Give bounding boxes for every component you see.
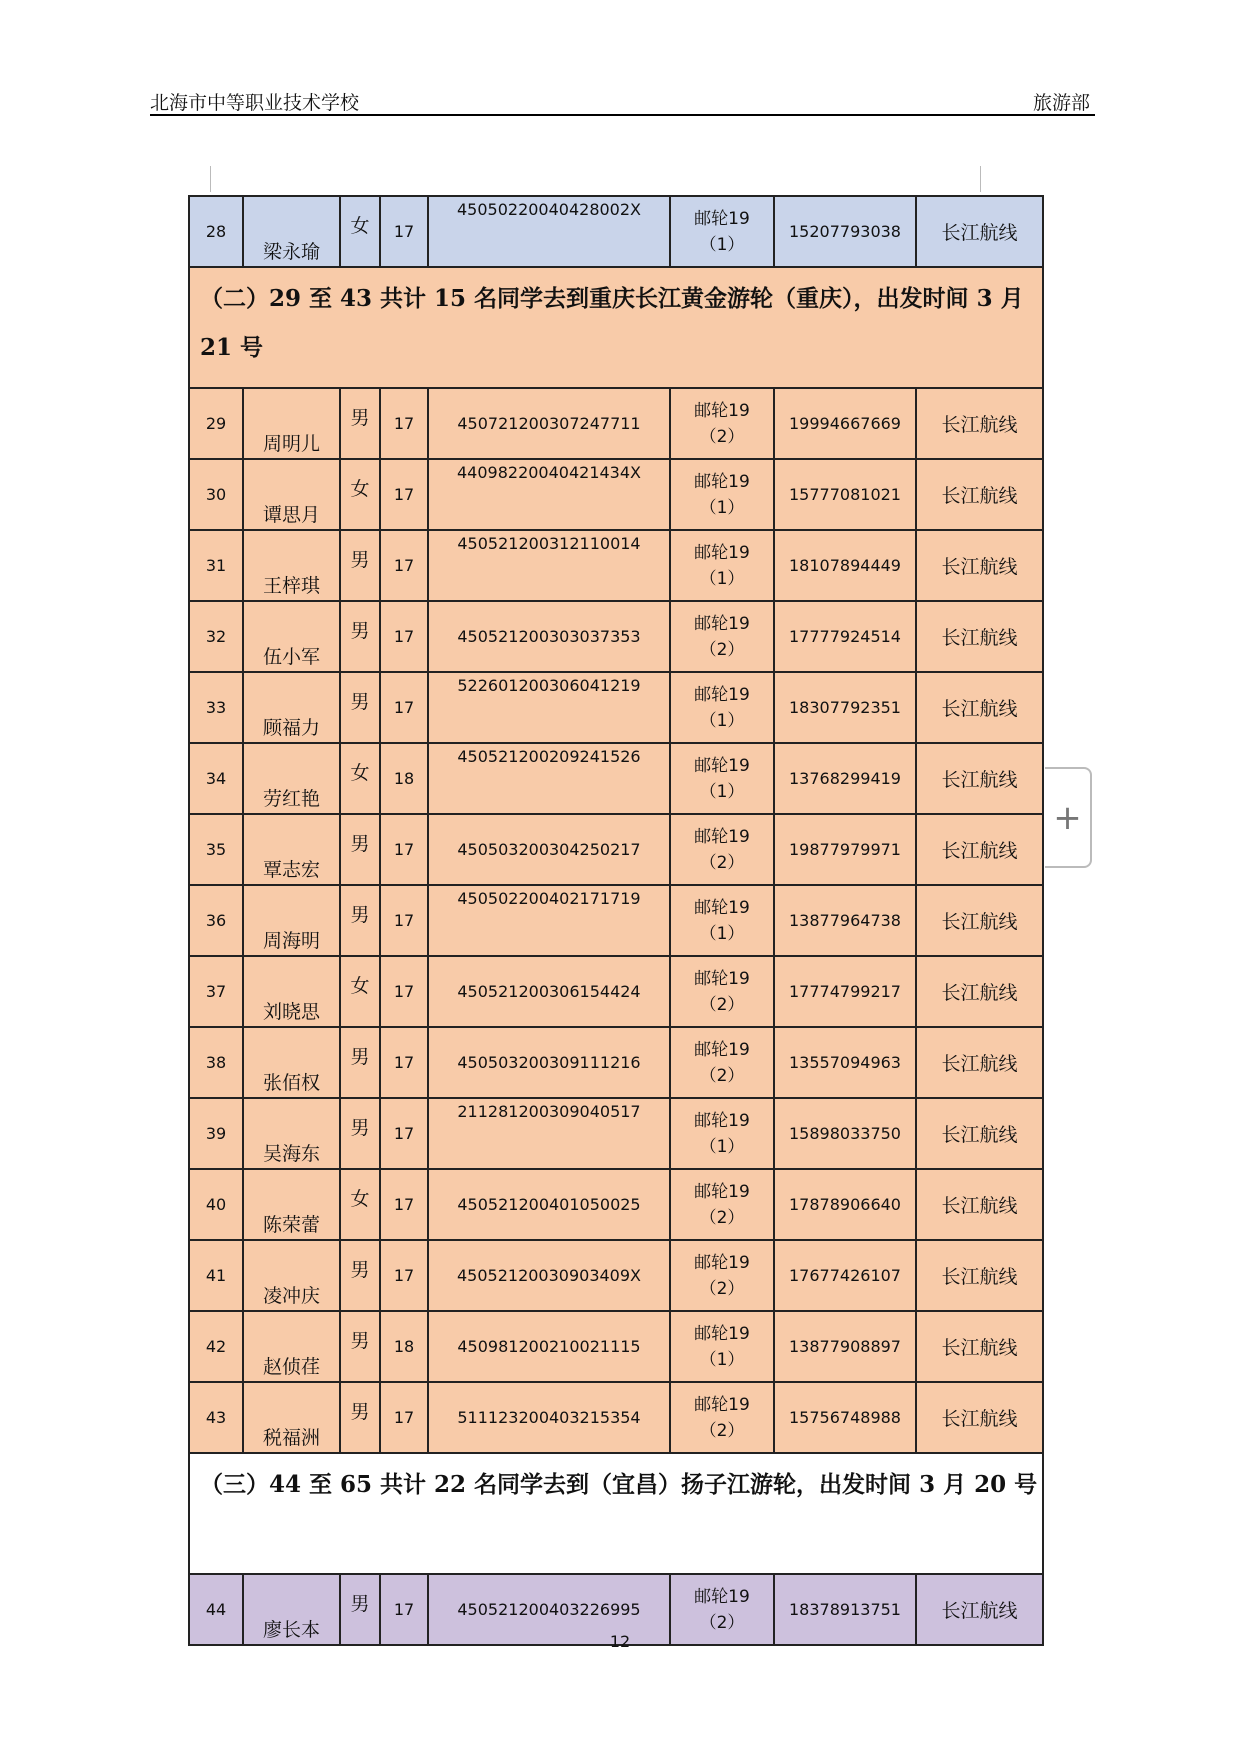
id-number: 450521200209241526 bbox=[428, 743, 670, 814]
row-number: 35 bbox=[189, 814, 243, 885]
table-row bbox=[189, 1169, 1043, 1240]
id-number: 450521200312110014 bbox=[428, 530, 670, 601]
route: 长江航线 bbox=[916, 1311, 1043, 1382]
student-name: 凌冲庆 bbox=[243, 1240, 340, 1311]
age: 17 bbox=[380, 814, 428, 885]
row-number: 32 bbox=[189, 601, 243, 672]
student-name: 覃志宏 bbox=[243, 814, 340, 885]
plus-icon: + bbox=[1053, 797, 1082, 838]
group-label: （1） bbox=[699, 234, 745, 255]
phone-number: 18307792351 bbox=[774, 672, 916, 743]
route: 长江航线 bbox=[916, 1169, 1043, 1240]
id-number: 450521200401050025 bbox=[428, 1169, 670, 1240]
id-number: 450503200309111216 bbox=[428, 1027, 670, 1098]
age: 17 bbox=[380, 1240, 428, 1311]
cabin-group bbox=[670, 1027, 774, 1098]
route: 长江航线 bbox=[916, 743, 1043, 814]
group-label: （1） bbox=[699, 568, 745, 589]
cabin-group bbox=[670, 601, 774, 672]
table-row bbox=[189, 530, 1043, 601]
section-heading-row bbox=[189, 1453, 1043, 1574]
row-number: 29 bbox=[189, 388, 243, 459]
student-name: 赵侦荏 bbox=[243, 1311, 340, 1382]
route: 长江航线 bbox=[916, 1574, 1043, 1645]
row-number: 36 bbox=[189, 885, 243, 956]
age: 17 bbox=[380, 530, 428, 601]
cabin-group bbox=[670, 885, 774, 956]
gender: 女 bbox=[340, 956, 380, 1027]
header-rule bbox=[150, 114, 1095, 116]
cabin-label: 邮轮19 bbox=[694, 471, 750, 492]
student-name: 刘晓思 bbox=[243, 956, 340, 1027]
gender: 男 bbox=[340, 885, 380, 956]
gender: 男 bbox=[340, 1311, 380, 1382]
id-number: 211281200309040517 bbox=[428, 1098, 670, 1169]
student-name: 陈荣蕾 bbox=[243, 1169, 340, 1240]
cabin-label: 邮轮19 bbox=[694, 968, 750, 989]
cabin-group bbox=[670, 743, 774, 814]
gender: 男 bbox=[340, 1240, 380, 1311]
student-name: 周海明 bbox=[243, 885, 340, 956]
cabin-label: 邮轮19 bbox=[694, 1323, 750, 1344]
student-name: 王梓琪 bbox=[243, 530, 340, 601]
table-row bbox=[189, 1382, 1043, 1453]
group-label: （2） bbox=[699, 994, 745, 1015]
table-row bbox=[189, 956, 1043, 1027]
phone-number: 15777081021 bbox=[774, 459, 916, 530]
cabin-group bbox=[670, 1240, 774, 1311]
page-number: 12 bbox=[609, 1632, 631, 1651]
student-name: 税福洲 bbox=[243, 1382, 340, 1453]
cabin-label: 邮轮19 bbox=[694, 1181, 750, 1202]
table-row bbox=[189, 459, 1043, 530]
row-number: 30 bbox=[189, 459, 243, 530]
phone-number: 15207793038 bbox=[774, 196, 916, 267]
student-name: 劳红艳 bbox=[243, 743, 340, 814]
cabin-label: 邮轮19 bbox=[694, 400, 750, 421]
cabin-group bbox=[670, 388, 774, 459]
student-name: 吴海东 bbox=[243, 1098, 340, 1169]
row-number: 37 bbox=[189, 956, 243, 1027]
age: 17 bbox=[380, 196, 428, 267]
gender: 男 bbox=[340, 672, 380, 743]
gender: 女 bbox=[340, 743, 380, 814]
age: 17 bbox=[380, 1574, 428, 1645]
gender: 男 bbox=[340, 1382, 380, 1453]
id-number: 511123200403215354 bbox=[428, 1382, 670, 1453]
cabin-label: 邮轮19 bbox=[694, 897, 750, 918]
phone-number: 13877964738 bbox=[774, 885, 916, 956]
cabin-group bbox=[670, 1169, 774, 1240]
phone-number: 18378913751 bbox=[774, 1574, 916, 1645]
phone-number: 13768299419 bbox=[774, 743, 916, 814]
route: 长江航线 bbox=[916, 672, 1043, 743]
cabin-label: 邮轮19 bbox=[694, 1039, 750, 1060]
id-number: 450521200306154424 bbox=[428, 956, 670, 1027]
table-row bbox=[189, 672, 1043, 743]
row-number: 41 bbox=[189, 1240, 243, 1311]
cabin-label: 邮轮19 bbox=[694, 542, 750, 563]
route: 长江航线 bbox=[916, 1027, 1043, 1098]
group-label: （2） bbox=[699, 1278, 745, 1299]
cabin-label: 邮轮19 bbox=[694, 755, 750, 776]
section-heading: （三）44 至 65 共计 22 名同学去到（宜昌）扬子江游轮，出发时间 3 月 20 号 bbox=[189, 1453, 1043, 1574]
crop-mark bbox=[210, 166, 211, 192]
age: 17 bbox=[380, 1382, 428, 1453]
cabin-group bbox=[670, 1382, 774, 1453]
cabin-group bbox=[670, 459, 774, 530]
row-number: 28 bbox=[189, 196, 243, 267]
age: 17 bbox=[380, 1169, 428, 1240]
age: 17 bbox=[380, 1098, 428, 1169]
age: 18 bbox=[380, 1311, 428, 1382]
cabin-label: 邮轮19 bbox=[694, 613, 750, 634]
table-row bbox=[189, 601, 1043, 672]
route: 长江航线 bbox=[916, 814, 1043, 885]
row-number: 43 bbox=[189, 1382, 243, 1453]
add-row-button[interactable] bbox=[1045, 767, 1092, 868]
row-number: 39 bbox=[189, 1098, 243, 1169]
cabin-group bbox=[670, 1311, 774, 1382]
student-table bbox=[188, 195, 1044, 1646]
gender: 女 bbox=[340, 459, 380, 530]
section-heading: （二）29 至 43 共计 15 名同学去到重庆长江黄金游轮（重庆），出发时间 3 月 21 号 bbox=[189, 267, 1043, 388]
table-row bbox=[189, 1240, 1043, 1311]
id-number: 450502200402171719 bbox=[428, 885, 670, 956]
id-number: 44098220040421434X bbox=[428, 459, 670, 530]
row-number: 34 bbox=[189, 743, 243, 814]
group-label: （1） bbox=[699, 1349, 745, 1370]
phone-number: 17777924514 bbox=[774, 601, 916, 672]
id-number: 450721200307247711 bbox=[428, 388, 670, 459]
crop-mark bbox=[980, 166, 981, 192]
route: 长江航线 bbox=[916, 956, 1043, 1027]
phone-number: 18107894449 bbox=[774, 530, 916, 601]
cabin-group bbox=[670, 530, 774, 601]
group-label: （1） bbox=[699, 497, 745, 518]
route: 长江航线 bbox=[916, 1240, 1043, 1311]
student-name: 顾福力 bbox=[243, 672, 340, 743]
route: 长江航线 bbox=[916, 196, 1043, 267]
phone-number: 17677426107 bbox=[774, 1240, 916, 1311]
cabin-label: 邮轮19 bbox=[694, 1394, 750, 1415]
group-label: （2） bbox=[699, 852, 745, 873]
route: 长江航线 bbox=[916, 388, 1043, 459]
phone-number: 15898033750 bbox=[774, 1098, 916, 1169]
row-number: 44 bbox=[189, 1574, 243, 1645]
cabin-group bbox=[670, 672, 774, 743]
route: 长江航线 bbox=[916, 601, 1043, 672]
age: 17 bbox=[380, 459, 428, 530]
cabin-group bbox=[670, 1098, 774, 1169]
gender: 男 bbox=[340, 601, 380, 672]
student-name: 梁永瑜 bbox=[243, 196, 340, 267]
route: 长江航线 bbox=[916, 885, 1043, 956]
student-name: 伍小军 bbox=[243, 601, 340, 672]
route: 长江航线 bbox=[916, 1382, 1043, 1453]
route: 长江航线 bbox=[916, 530, 1043, 601]
student-name: 廖长本 bbox=[243, 1574, 340, 1645]
cabin-label: 邮轮19 bbox=[694, 684, 750, 705]
phone-number: 13877908897 bbox=[774, 1311, 916, 1382]
phone-number: 17878906640 bbox=[774, 1169, 916, 1240]
student-name: 张佰权 bbox=[243, 1027, 340, 1098]
id-number: 45052120030903409X bbox=[428, 1240, 670, 1311]
department-name: 旅游部 bbox=[1032, 92, 1090, 114]
gender: 男 bbox=[340, 388, 380, 459]
id-number: 450521200303037353 bbox=[428, 601, 670, 672]
age: 18 bbox=[380, 743, 428, 814]
section-heading-row bbox=[189, 267, 1043, 388]
id-number: 522601200306041219 bbox=[428, 672, 670, 743]
age: 17 bbox=[380, 1027, 428, 1098]
table-row bbox=[189, 388, 1043, 459]
table-row bbox=[189, 1311, 1043, 1382]
gender: 男 bbox=[340, 814, 380, 885]
group-label: （2） bbox=[699, 1420, 745, 1441]
cabin-label: 邮轮19 bbox=[694, 1586, 750, 1607]
gender: 男 bbox=[340, 1574, 380, 1645]
route: 长江航线 bbox=[916, 459, 1043, 530]
row-number: 42 bbox=[189, 1311, 243, 1382]
id-number: 450981200210021115 bbox=[428, 1311, 670, 1382]
phone-number: 15756748988 bbox=[774, 1382, 916, 1453]
id-number: 450503200304250217 bbox=[428, 814, 670, 885]
id-number: 450521200403226995 bbox=[428, 1574, 670, 1645]
table-row bbox=[189, 743, 1043, 814]
student-name: 谭思月 bbox=[243, 459, 340, 530]
cabin-group bbox=[670, 956, 774, 1027]
table-row bbox=[189, 885, 1043, 956]
age: 17 bbox=[380, 885, 428, 956]
table-row bbox=[189, 814, 1043, 885]
table-row bbox=[189, 196, 1043, 267]
age: 17 bbox=[380, 601, 428, 672]
school-name: 北海市中等职业技术学校 bbox=[150, 92, 360, 114]
group-label: （2） bbox=[699, 639, 745, 660]
gender: 男 bbox=[340, 530, 380, 601]
gender: 男 bbox=[340, 1098, 380, 1169]
row-number: 40 bbox=[189, 1169, 243, 1240]
group-label: （1） bbox=[699, 1136, 745, 1157]
route: 长江航线 bbox=[916, 1098, 1043, 1169]
gender: 女 bbox=[340, 1169, 380, 1240]
cabin-label: 邮轮19 bbox=[694, 1110, 750, 1131]
group-label: （2） bbox=[699, 1065, 745, 1086]
group-label: （1） bbox=[699, 781, 745, 802]
row-number: 31 bbox=[189, 530, 243, 601]
id-number: 45050220040428002X bbox=[428, 196, 670, 267]
table-row bbox=[189, 1098, 1043, 1169]
cabin-label: 邮轮19 bbox=[694, 826, 750, 847]
phone-number: 19994667669 bbox=[774, 388, 916, 459]
group-label: （1） bbox=[699, 710, 745, 731]
cabin-group bbox=[670, 196, 774, 267]
table-row bbox=[189, 1027, 1043, 1098]
age: 17 bbox=[380, 388, 428, 459]
phone-number: 17774799217 bbox=[774, 956, 916, 1027]
row-number: 33 bbox=[189, 672, 243, 743]
group-label: （2） bbox=[699, 1612, 745, 1633]
group-label: （2） bbox=[699, 426, 745, 447]
row-number: 38 bbox=[189, 1027, 243, 1098]
gender: 女 bbox=[340, 196, 380, 267]
group-label: （2） bbox=[699, 1207, 745, 1228]
gender: 男 bbox=[340, 1027, 380, 1098]
cabin-label: 邮轮19 bbox=[694, 1252, 750, 1273]
cabin-label: 邮轮19 bbox=[694, 208, 750, 229]
phone-number: 19877979971 bbox=[774, 814, 916, 885]
phone-number: 13557094963 bbox=[774, 1027, 916, 1098]
student-name: 周明儿 bbox=[243, 388, 340, 459]
cabin-group bbox=[670, 814, 774, 885]
age: 17 bbox=[380, 672, 428, 743]
age: 17 bbox=[380, 956, 428, 1027]
group-label: （1） bbox=[699, 923, 745, 944]
